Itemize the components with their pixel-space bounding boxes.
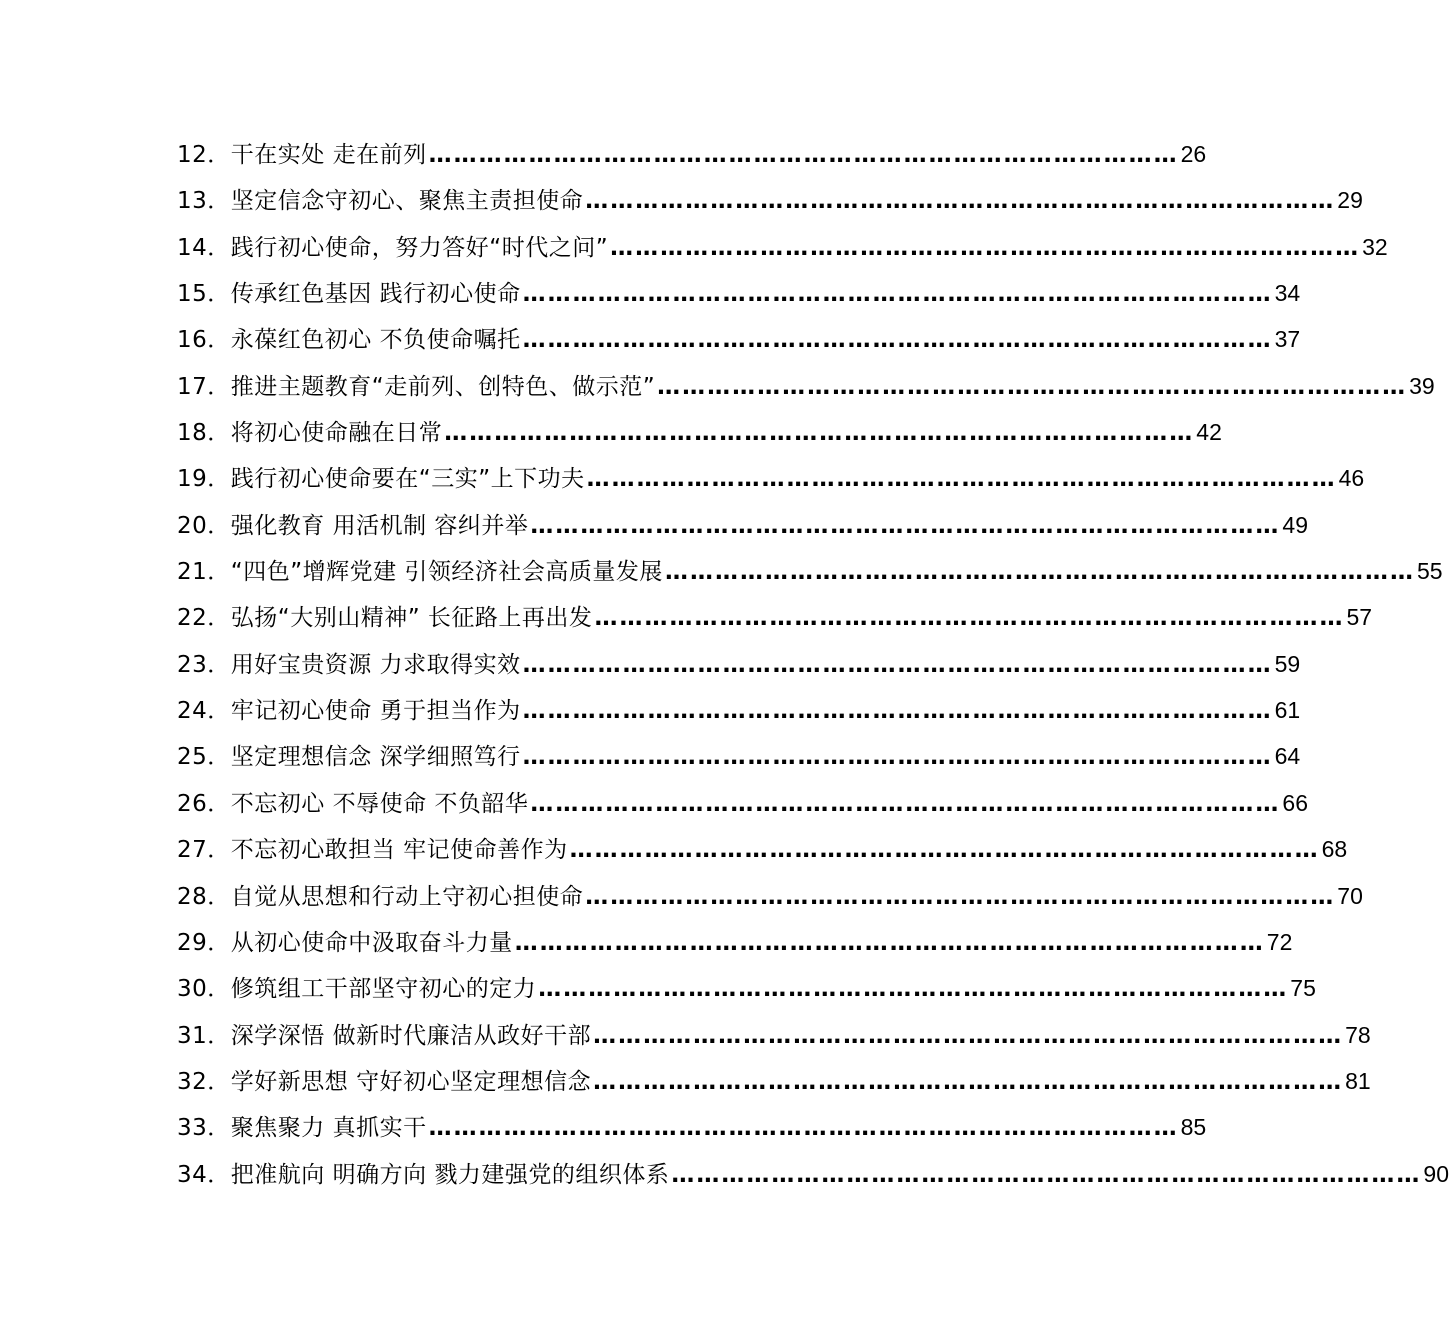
toc-entry-title: 自觉从思想和行动上守初心担使命	[230, 883, 584, 910]
toc-entry-title: 聚焦聚力 真抓实干	[230, 1115, 427, 1142]
toc-entry[interactable]	[177, 270, 1301, 316]
toc-entry-page: 37	[1274, 326, 1301, 353]
toc-entry-page: 85	[1180, 1114, 1207, 1141]
toc-entry[interactable]	[177, 1012, 1371, 1058]
toc-entry-page: 70	[1337, 882, 1363, 909]
toc-entry-title: 强化教育 用活机制 容纠并举	[230, 512, 529, 539]
dot-leader: ………………………………………………………………………………	[671, 1161, 1422, 1188]
toc-entry[interactable]	[177, 316, 1301, 362]
toc-entry-title: 修筑组工干部坚守初心的定力	[230, 976, 537, 1003]
toc-entry-title: 学好新思想 守好初心坚定理想信念	[230, 1068, 592, 1095]
dot-leader: ………………………………………………………………………………	[514, 929, 1265, 956]
toc-entry[interactable]	[177, 177, 1363, 223]
toc-entry[interactable]	[177, 455, 1365, 501]
dot-leader: ………………………………………………………………………………	[593, 1022, 1344, 1049]
toc-entry-number: 17．	[177, 373, 231, 400]
toc-entry-number: 19．	[177, 466, 231, 493]
toc-entry-number: 25．	[177, 744, 231, 771]
toc-entry-title: “四色”增辉党建 引领经济社会高质量发展	[230, 559, 663, 586]
toc-entry[interactable]	[177, 224, 1388, 270]
dot-leader: ………………………………………………………………………………	[522, 281, 1273, 308]
toc-entry-page: 66	[1282, 789, 1308, 816]
toc-entry[interactable]	[177, 409, 1222, 455]
dot-leader: ………………………………………………………………………………	[428, 1115, 1179, 1142]
toc-entry[interactable]	[177, 1104, 1207, 1150]
toc-entry-number: 32．	[177, 1068, 231, 1095]
dot-leader: ………………………………………………………………………………	[522, 698, 1273, 725]
toc-entry-number: 34．	[177, 1161, 231, 1188]
toc-entry-number: 20．	[177, 512, 231, 539]
toc-entry-title: 弘扬“大别山精神” 长征路上再出发	[230, 605, 593, 632]
toc-entry[interactable]	[177, 733, 1301, 779]
toc-entry-page: 59	[1274, 650, 1301, 677]
toc-entry-number: 31．	[177, 1022, 231, 1049]
toc-entry-title: 将初心使命融在日常	[230, 420, 443, 447]
toc-entry[interactable]	[177, 1151, 1449, 1197]
toc-entry[interactable]	[177, 687, 1301, 733]
toc-entry[interactable]	[177, 548, 1443, 594]
toc-entry-title: 干在实处 走在前列	[230, 142, 427, 168]
toc-entry-number: 24．	[177, 698, 231, 725]
dot-leader: ………………………………………………………………………………	[657, 373, 1408, 400]
toc-entry-page: 34	[1274, 280, 1301, 307]
toc-entry-number: 30．	[177, 976, 231, 1003]
toc-entry-title: 坚定信念守初心、聚焦主责担使命	[230, 188, 584, 215]
table-of-contents	[177, 131, 1449, 1197]
toc-entry-title: 坚定理想信念 深学细照笃行	[230, 744, 521, 771]
dot-leader: ………………………………………………………………………………	[530, 512, 1281, 539]
toc-entry[interactable]	[177, 826, 1348, 872]
dot-leader: ………………………………………………………………………………	[585, 188, 1336, 215]
toc-entry-number: 21．	[177, 559, 231, 586]
dot-leader: ………………………………………………………………………………	[610, 234, 1361, 261]
dot-leader: ………………………………………………………………………………	[428, 142, 1179, 168]
toc-entry-page: 81	[1345, 1067, 1371, 1094]
toc-entry[interactable]	[177, 131, 1207, 177]
toc-entry-number: 16．	[177, 327, 231, 354]
toc-entry[interactable]	[177, 780, 1308, 826]
toc-entry-number: 15．	[177, 281, 231, 308]
toc-entry-number: 13．	[177, 188, 231, 215]
toc-entry-page: 75	[1290, 975, 1316, 1002]
toc-entry-page: 39	[1409, 372, 1435, 399]
dot-leader: ………………………………………………………………………………	[586, 466, 1337, 493]
toc-entry[interactable]	[177, 641, 1301, 687]
toc-entry-number: 27．	[177, 837, 231, 864]
dot-leader: ………………………………………………………………………………	[593, 1068, 1344, 1095]
toc-entry-number: 14．	[177, 234, 231, 261]
dot-leader: ………………………………………………………………………………	[444, 420, 1195, 447]
toc-entry-number: 22．	[177, 605, 231, 632]
toc-entry-page: 57	[1346, 604, 1373, 631]
toc-entry-page: 26	[1180, 141, 1207, 167]
toc-entry-page: 61	[1274, 697, 1301, 724]
toc-entry-title: 践行初心使命，努力答好“时代之问”	[230, 234, 609, 261]
toc-entry-title: 深学深悟 做新时代廉洁从政好干部	[230, 1022, 592, 1049]
dot-leader: ………………………………………………………………………………	[569, 837, 1320, 864]
toc-entry-page: 64	[1274, 743, 1301, 770]
toc-entry[interactable]	[177, 965, 1316, 1011]
toc-entry-title: 从初心使命中汲取奋斗力量	[230, 929, 513, 956]
toc-entry[interactable]	[177, 594, 1373, 640]
toc-entry-number: 18．	[177, 420, 231, 447]
dot-leader: ………………………………………………………………………………	[538, 976, 1289, 1003]
dot-leader: ………………………………………………………………………………	[522, 327, 1273, 354]
dot-leader: ………………………………………………………………………………	[522, 744, 1273, 771]
toc-entry-title: 传承红色基因 践行初心使命	[230, 281, 521, 308]
toc-entry-page: 78	[1345, 1021, 1371, 1048]
toc-entry-title: 把准航向 明确方向 戮力建强党的组织体系	[230, 1161, 670, 1188]
toc-entry-page: 90	[1423, 1160, 1449, 1187]
toc-entry-title: 牢记初心使命 勇于担当作为	[230, 698, 521, 725]
toc-entry-title: 推进主题教育“走前列、创特色、做示范”	[230, 373, 656, 400]
toc-entry-page: 29	[1337, 187, 1363, 214]
toc-entry-page: 49	[1282, 511, 1308, 538]
toc-entry-page: 68	[1321, 836, 1348, 863]
toc-entry[interactable]	[177, 919, 1293, 965]
dot-leader: ………………………………………………………………………………	[585, 883, 1336, 910]
toc-entry[interactable]	[177, 873, 1363, 919]
toc-entry-page: 55	[1416, 558, 1443, 585]
dot-leader: ………………………………………………………………………………	[594, 605, 1345, 632]
toc-entry-title: 用好宝贵资源 力求取得实效	[230, 651, 521, 678]
toc-entry-page: 72	[1266, 928, 1293, 955]
toc-entry-number: 29．	[177, 929, 231, 956]
toc-entry-page: 32	[1362, 233, 1388, 260]
toc-entry-page: 42	[1196, 419, 1222, 446]
toc-entry-title: 永葆红色初心 不负使命嘱托	[230, 327, 521, 354]
toc-entry-number: 23．	[177, 651, 231, 678]
toc-entry-number: 12．	[177, 142, 231, 168]
toc-entry[interactable]	[177, 363, 1435, 409]
toc-entry[interactable]	[177, 502, 1308, 548]
toc-entry-title: 践行初心使命要在“三实”上下功夫	[230, 466, 585, 493]
toc-entry[interactable]	[177, 1058, 1371, 1104]
toc-entry-number: 26．	[177, 790, 231, 817]
toc-entry-title: 不忘初心敢担当 牢记使命善作为	[230, 837, 568, 864]
dot-leader: ………………………………………………………………………………	[522, 651, 1273, 678]
toc-entry-page: 46	[1338, 465, 1365, 492]
toc-entry-title: 不忘初心 不辱使命 不负韶华	[230, 790, 529, 817]
toc-entry-number: 28．	[177, 883, 231, 910]
dot-leader: ………………………………………………………………………………	[530, 790, 1281, 817]
toc-entry-number: 33．	[177, 1115, 231, 1142]
dot-leader: ………………………………………………………………………………	[664, 559, 1415, 586]
